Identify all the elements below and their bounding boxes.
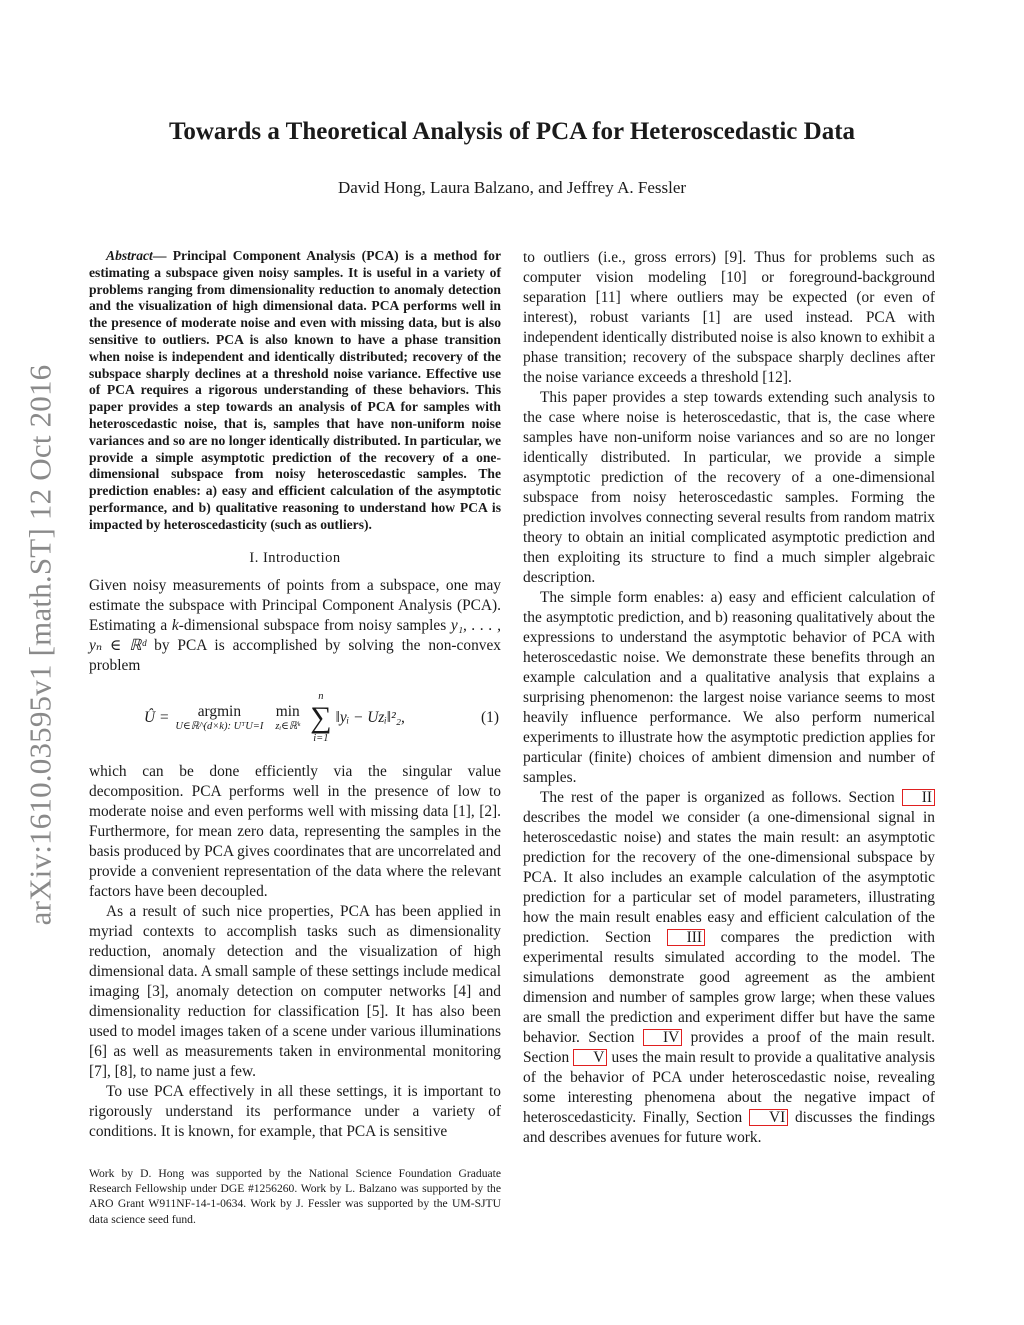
sum-upper-limit: n — [318, 690, 324, 702]
right-column — [523, 248, 935, 1148]
paper-authors: David Hong, Laura Balzano, and Jeffrey A. Fessler — [337, 178, 687, 197]
equation-argmin — [175, 703, 263, 733]
intro-p1-k: k — [171, 616, 179, 634]
min-subscript: zᵢ∈ℝᵏ — [275, 720, 301, 732]
right-paragraph-1: to outliers (i.e., gross errors) [9]. Thus for problems such as computer vision modeling [10] or foreground-background separation [11] where outliers may be expected (or even of interest), robust variants [1] are used instead. PCA with independent identically distributed noise is also known to exhibit a phase transition; recovery of the subspace sharply declines after the noise variance exceeds a threshold [12]. — [523, 249, 935, 386]
intro-p1-text-a: Given noisy measurements of points from a subspace, one may estimate the subspace with Principal Component Analysis (PCA). Estimating a — [89, 576, 501, 634]
abstract-text: Principal Component Analysis (PCA) is a method for estimating a subspace given noisy samples. It is useful in a variety of problems ranging from dimensionality reduction to anomaly detection and the visualization of high dimensional data. PCA performs well in the presence of moderate noise and even with missing data, but is also sensitive to outliers. PCA is also known to have a phase transition when noise is independent and identically distributed; recovery of the subspace sharply declines at a threshold noise variance. Effective use of PCA requires a rigorous understanding of these behaviors. This paper provides a step towards an analysis of PCA for samples with heteroscedastic noise, that is, samples that have non-uniform noise variances and so are no longer identically distributed. In particular, we provide a simple asymptotic prediction of the recovery of a one-dimensional subspace from noisy heteroscedastic samples. The prediction enables: a) easy and efficient calculation of the asymptotic performance, and b) qualitative reasoning to understand how PCA is impacted by heteroscedasticity (such as outliers). — [89, 248, 501, 532]
intro-p1-text-b: -dimensional subspace from noisy samples — [178, 616, 451, 634]
equation-body — [144, 691, 405, 745]
argmin-subscript: U∈ℝ^(d×k): UᵀU=I — [175, 720, 264, 732]
intro-p1-text-c: by PCA is accomplished by solving the non-convex problem — [89, 636, 501, 674]
right-p4-text-c: compares the prediction with experimental results simulated according to the model. The simulations demonstrate good agreement as the ambient dimension and number of samples grow large; when these values are small the prediction and experiment differ but have the same behavior. Section — [523, 929, 936, 1046]
intro-paragraph-3: As a result of such nice properties, PCA has been applied in myriad contexts to accomplish tasks such as dimensionality reduction, anomaly detection and the visualization of high dimensional data. A small sample of these settings include medical imaging [3], anomaly detection on computer networks [4] and dimensionality reduction for classification [5]. It has also been used to model images taken of a scene under various illuminations [6] as well as measurements taken in environmental monitoring [7], [8], to name just a few. — [89, 902, 501, 1080]
section-ref-VI-link[interactable]: VI — [749, 1109, 788, 1126]
intro-paragraph-4: To use PCA effectively in all these settings, it is important to rigorously understand its performance under a variety of conditions. It is known, for example, that PCA is sensitive — [89, 1082, 501, 1140]
summation — [310, 691, 331, 745]
section-ref-III-link[interactable]: III — [667, 929, 705, 946]
right-paragraph-4 — [523, 788, 935, 1148]
min-operator: min — [275, 702, 300, 720]
right-p4-text-e: uses the main result to provide a qualitative analysis of the behavior of PCA under heteroscedastic noise, revealing some interesting phenomena about the negative impact of heteroscedasticity. Finally, Section — [523, 1049, 936, 1126]
section-ref-V-link[interactable]: V — [573, 1049, 607, 1066]
left-column — [89, 248, 501, 1142]
intro-p1-samples: y₁, . . . , yₙ ∈ ℝᵈ — [89, 616, 501, 654]
right-paragraph-2: This paper provides a step towards extending such analysis to the case where noise is heteroscedastic, that is, the case where samples have non-uniform noise variances and so are no longer identically distributed. In particular, we provide a simple asymptotic prediction of the recovery of a one-dimensional subspace from noisy heteroscedastic samples. Forming the prediction involves connecting several results from random matrix theory to obtain an initial complicated asymptotic prediction and then exploiting its structure to find a much simpler algebraic description. — [523, 389, 935, 586]
arxiv-id: arXiv:1610.03595v1 [math.ST] 12 Oct 2016 — [22, 364, 58, 926]
argmin-operator: argmin — [197, 702, 242, 720]
abstract — [89, 248, 501, 534]
sigma-symbol: ∑ — [310, 700, 332, 734]
intro-paragraph-2: which can be done efficiently via the singular value decomposition. PCA performs well in the presence of low to moderate noise and even performs well with missing data [1], [2]. Furthermore, for mean zero data, representing the samples in the basis produced by PCA gives coordinates that are uncorrelated and provide a convenient representation of the data where the relevant factors have been decoupled. — [89, 762, 501, 900]
footnote: Work by D. Hong was supported by the National Science Foundation Graduate Research Fellowship under DGE #1256260. Work by L. Balzano was supported by the ARO Grant W911NF-14-1-0634. Work by J. Fessler was supported by the UM-SJTU data science seed fund. — [89, 1167, 501, 1226]
arxiv-stamp — [18, 340, 62, 950]
sum-lower-limit: i=1 — [313, 732, 329, 744]
right-p4-text-d: provides a proof of the main result. Section — [523, 1029, 936, 1066]
intro-paragraph-1 — [89, 576, 501, 676]
right-p4-text-f: discusses the findings and describes avenues for future work. — [523, 1109, 935, 1146]
equation-min — [275, 703, 300, 733]
equation-lhs: Û = — [144, 708, 170, 726]
right-p4-text-a: The rest of the paper is organized as follows. Section — [540, 789, 902, 806]
equation-term: ‖yᵢ − Uzᵢ‖²₂, — [335, 708, 405, 726]
section-ref-II-link[interactable]: II — [902, 789, 935, 806]
section-ref-IV-link[interactable]: IV — [643, 1029, 682, 1046]
equation-number: (1) — [481, 708, 499, 726]
right-paragraph-3: The simple form enables: a) easy and efficient calculation of the asymptotic prediction, and b) reasoning qualitatively about the expressions to understand the asymptotic behavior of PCA with heteroscedastic noise. We demonstrate these benefits through an example calculation and a qualitative analysis that explains a surprising phenomenon: the largest noise variance seems to most heavily influence performance. We also perform numerical experiments to illustrate how the asymptotic prediction applies for particular (finite) choices of ambient dimension and number of samples. — [523, 589, 935, 786]
section-heading-introduction: I. Introduction — [249, 549, 341, 566]
equation-1 — [89, 678, 501, 758]
right-p4-text-b: describes the model we consider (a one-dimensional signal in heteroscedastic noise) and states the main result: an asymptotic prediction for the recovery of the one-dimensional subspace by PCA. It also includes an example calculation of the asymptotic prediction for a particular set of model parameters, illustrating how the main result enables easy and efficient calculation of the prediction. Section — [523, 809, 935, 946]
paper-title: Towards a Theoretical Analysis of PCA for Heteroscedastic Data — [168, 118, 856, 145]
abstract-label: Abstract — [106, 248, 153, 263]
abstract-dash: — — [152, 248, 173, 263]
